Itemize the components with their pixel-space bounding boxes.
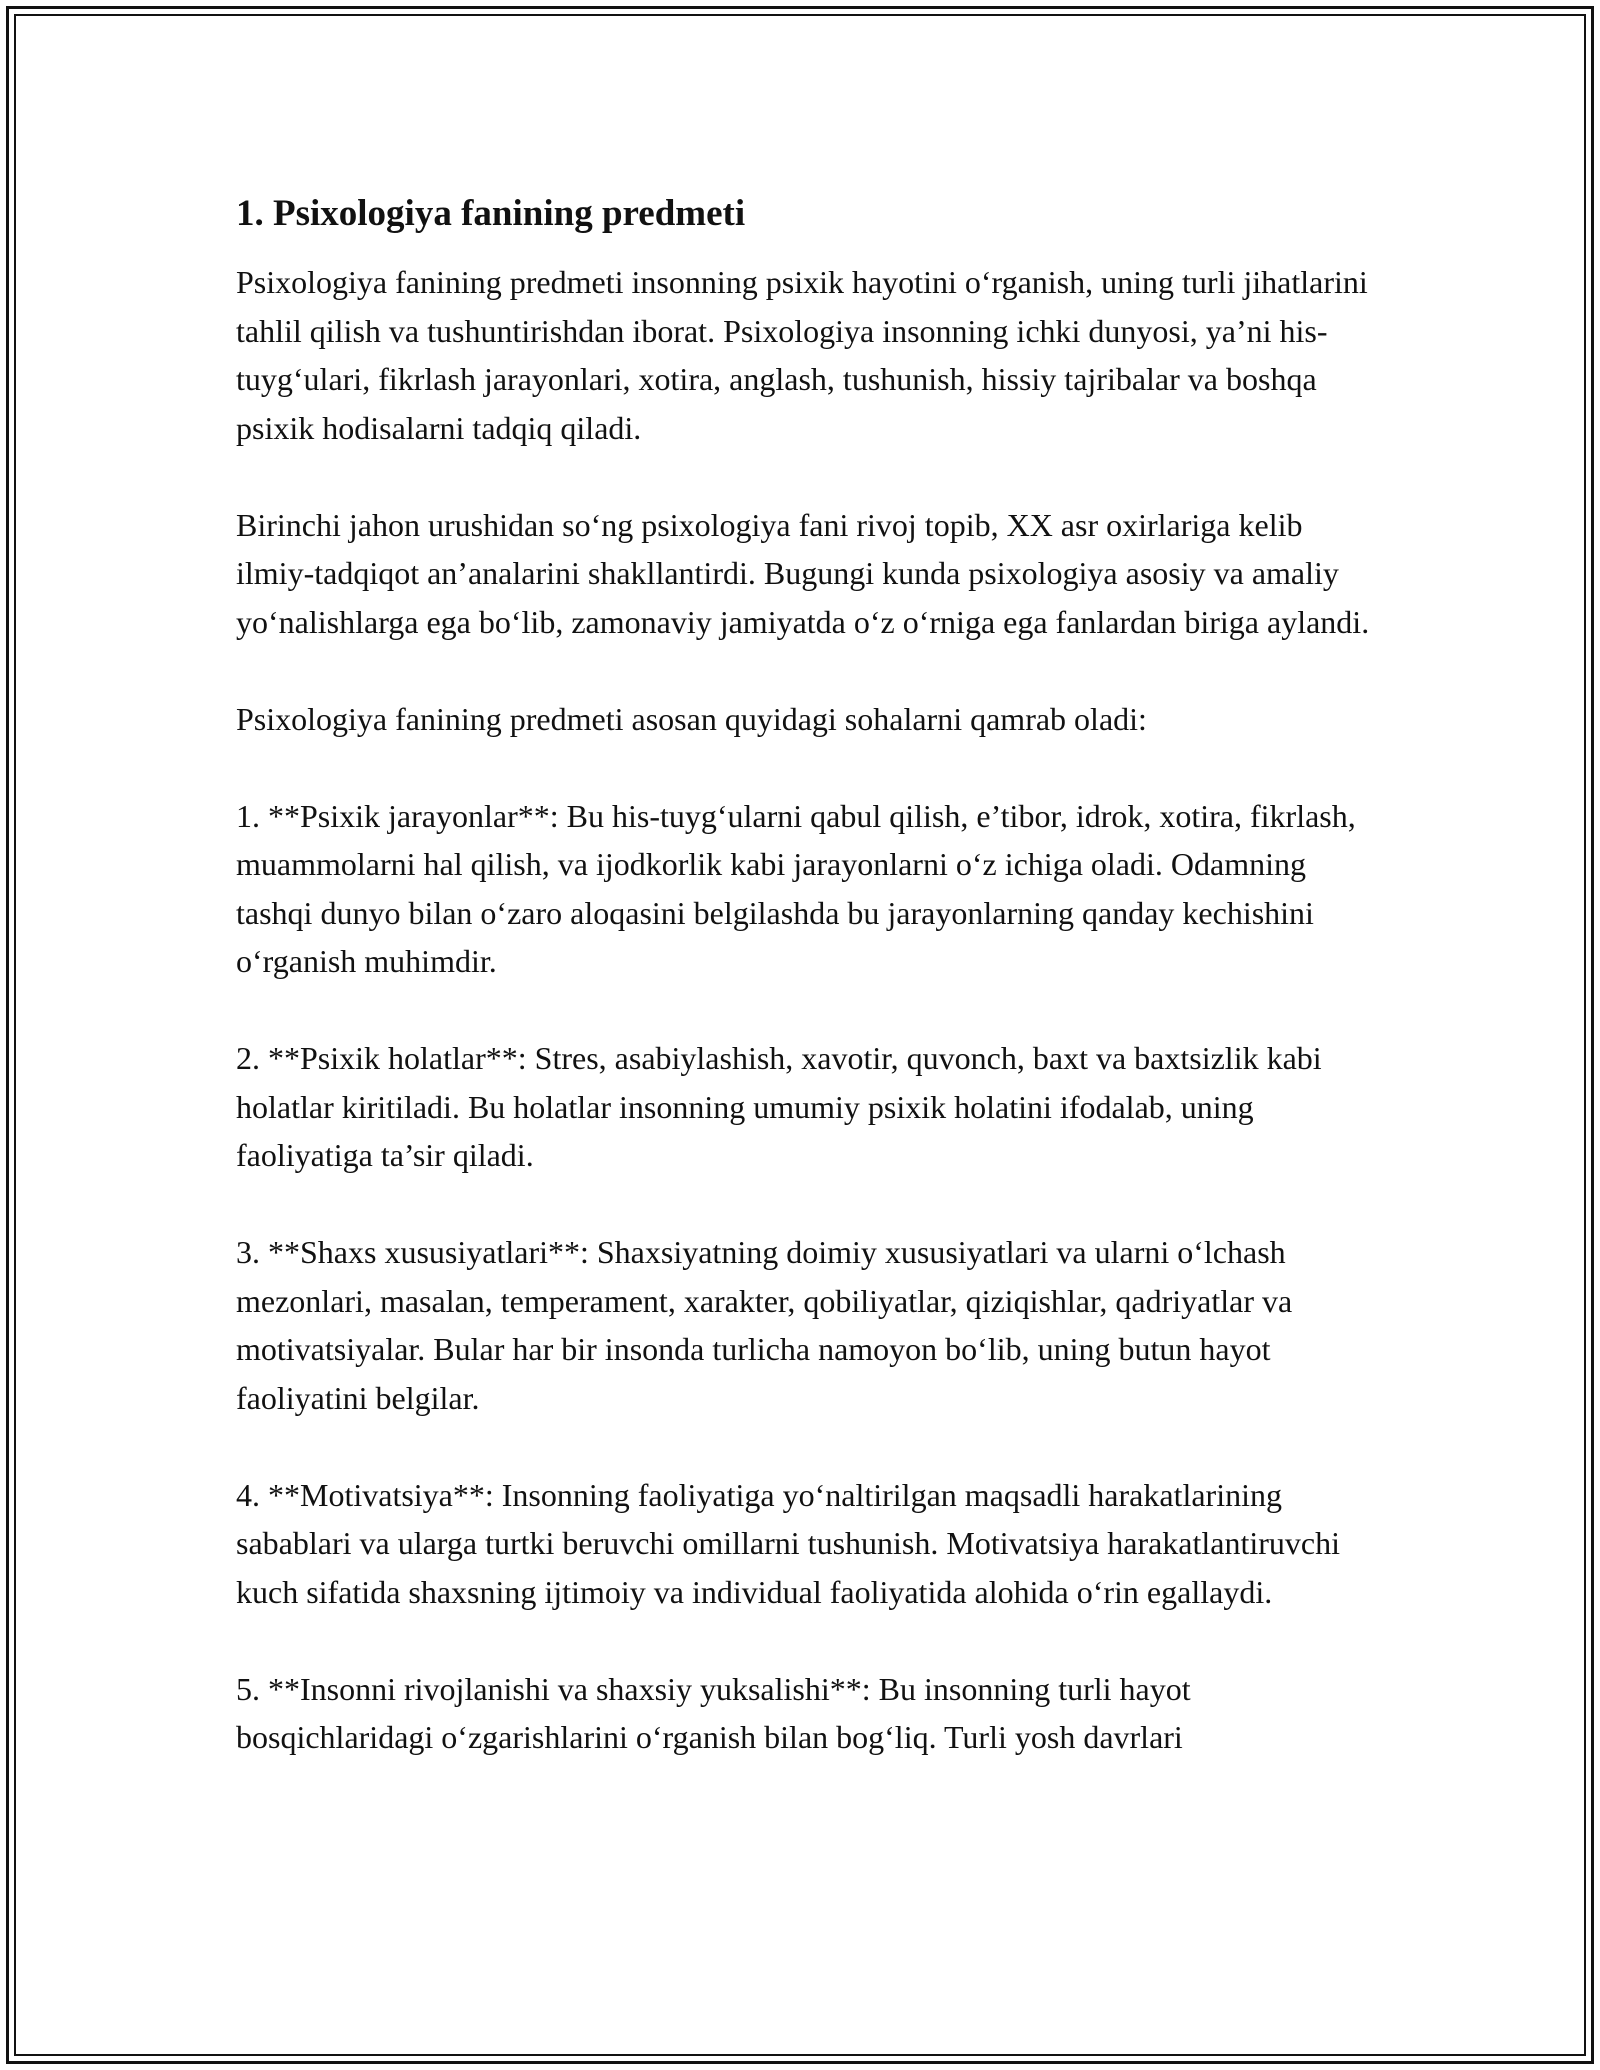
document-body bbox=[236, 190, 1386, 1762]
list-item-motivation: 4. **Motivatsiya**: Insonning faoliyatiga yo‘naltirilgan maqsadli harakatlarining sabablari va ularga turtki beruvchi omillarni tushunish. Motivatsiya harakatlantiruvchi kuch sifatida shaxsning ijtimoiy va individual faoliyatida alohida o‘rin egallaydi. bbox=[236, 1476, 1341, 1610]
paragraph-history: Birinchi jahon urushidan so‘ng psixologiya fani rivoj topib, XX asr oxirlariga kelib ilmiy-tadqiqot an’analarini shakllantirdi. Bugungi kunda psixologiya asosiy va amaliy yo‘nalishlarga ega bo‘lib, zamonaviy jamiyatda o‘z o‘rniga ega fanlardan biriga aylandi. bbox=[236, 506, 1370, 640]
paragraph-areas-intro: Psixologiya fanining predmeti asosan quyidagi sohalarni qamrab oladi: bbox=[236, 700, 1147, 737]
list-item-psychic-processes: 1. **Psixik jarayonlar**: Bu his-tuyg‘ularni qabul qilish, e’tibor, idrok, xotira, fikrlash, muammolarni hal qilish, va ijodkorlik kabi jarayonlarni o‘z ichiga oladi. Odamning tashqi dunyo bilan o‘zaro aloqasini belgilashda bu jarayonlarning qanday kechishini o‘rganish muhimdir. bbox=[236, 797, 1356, 979]
section-heading: 1. Psixologiya fanining predmeti bbox=[236, 193, 746, 234]
paragraph-intro: Psixologiya fanining predmeti insonning psixik hayotini o‘rganish, uning turli jihatlarini tahlil qilish va tushuntirishdan iborat. Psixologiya insonning ichki dunyosi, ya’ni his-tuyg‘ulari, fikrlash jarayonlari, xotira, anglash, tushunish, hissiy tajribalar va boshqa psixik hodisalarni tadqiq qiladi. bbox=[236, 264, 1368, 446]
list-item-psychic-states: 2. **Psixik holatlar**: Stres, asabiylashish, xavotir, quvonch, baxt va baxtsizlik kabi holatlar kiritiladi. Bu holatlar insonning umumiy psixik holatini ifodalab, uning faoliyatiga ta’sir qiladi. bbox=[236, 1040, 1322, 1173]
list-item-personality-traits: 3. **Shaxs xususiyatlari**: Shaxsiyatning doimiy xususiyatlari va ularni o‘lchash mezonlari, masalan, temperament, xarakter, qobiliyatlar, qiziqishlar, qadriyatlar va motivatsiyalar. Bular har bir insonda turlicha namoyon bo‘lib, uning butun hayot faoliyatini belgilar. bbox=[236, 1234, 1293, 1416]
list-item-development: 5. **Insonni rivojlanishi va shaxsiy yuksalishi**: Bu insonning turli hayot bosqichlaridagi o‘zgarishlarini o‘rganish bilan bog‘liq. Turli yosh davrlari bbox=[236, 1670, 1191, 1755]
